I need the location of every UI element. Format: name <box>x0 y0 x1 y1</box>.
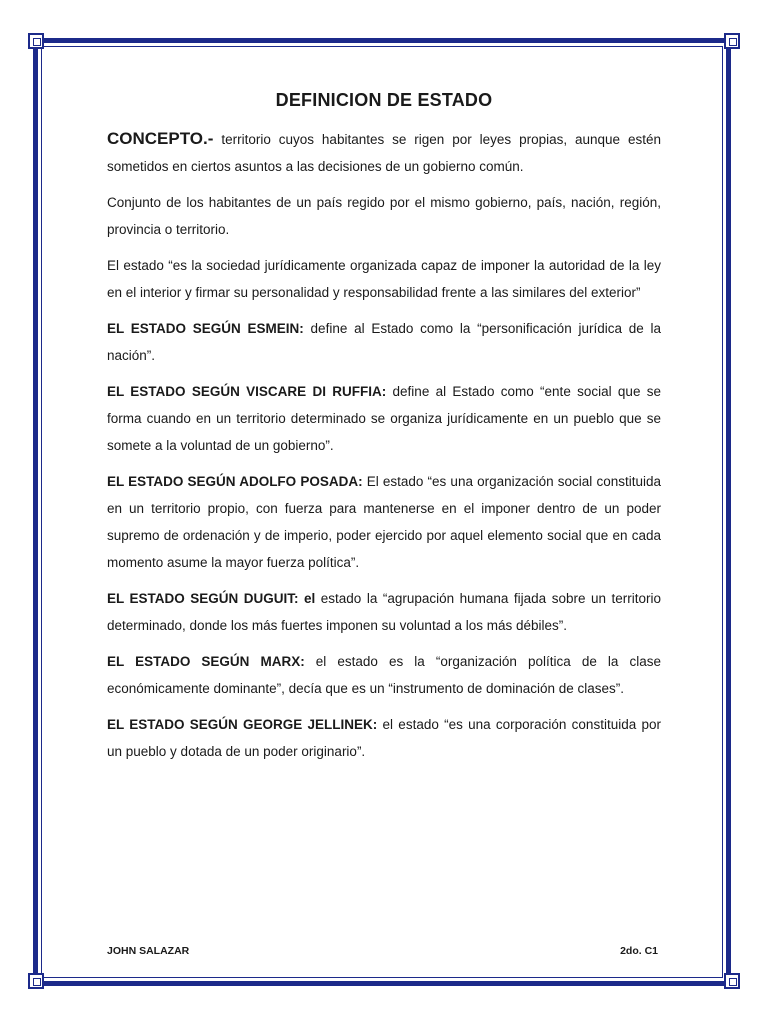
paragraph-text: el estado es la “organización política de la clase económicamente dominante”, decía que es un “instrumento de dominación de clases”. <box>107 654 661 696</box>
document-title: DEFINICION DE ESTADO <box>275 90 493 110</box>
paragraph-estado-definicion <box>107 252 661 306</box>
paragraph-jellinek <box>107 711 661 765</box>
document-body <box>107 90 661 774</box>
paragraph-concepto <box>107 125 661 180</box>
paragraph-esmein <box>107 315 661 369</box>
paragraph-text: estado la “agrupación humana fijada sobre un territorio determinado, donde los más fuertes imponen su voluntad a los más débiles”. <box>107 591 661 633</box>
paragraph-conjunto <box>107 189 661 243</box>
paragraph-marx <box>107 648 661 702</box>
paragraph-lead: EL ESTADO SEGÚN MARX: <box>107 654 305 669</box>
border-corner-ornament <box>724 33 740 49</box>
paragraph-text: define al Estado como “ente social que se forma cuando en un territorio determinado se organiza jurídicamente en un pueblo que se somete a la voluntad de un gobierno”. <box>107 384 661 453</box>
paragraph-text: define al Estado como la “personificación jurídica de la nación”. <box>107 321 662 363</box>
border-corner-ornament <box>28 973 44 989</box>
border-corner-ornament <box>28 33 44 49</box>
paragraph-lead: EL ESTADO SEGÚN DUGUIT: el <box>107 591 316 606</box>
paragraph-text: El estado “es la sociedad jurídicamente organizada capaz de imponer la autoridad de la ley en el interior y firmar su personalidad y responsabilidad frente a las similares del exterior” <box>107 258 661 300</box>
paragraph-lead: EL ESTADO SEGÚN VISCARE DI RUFFIA: <box>107 384 387 399</box>
paragraph-lead: CONCEPTO.- <box>107 129 214 148</box>
paragraph-text: Conjunto de los habitantes de un país regido por el mismo gobierno, país, nación, región, provincia o territorio. <box>107 195 661 237</box>
paragraph-lead: EL ESTADO SEGÚN ADOLFO POSADA: <box>107 474 363 489</box>
paragraph-text: El estado “es una organización social constituida en un territorio propio, con fuerza para mantenerse en el imponer dentro de un poder supremo de ordenación y de imperio, poder ejercido por aquel elemento social que en cada momento asume la mayor fuerza política”. <box>107 474 661 570</box>
paragraph-lead: EL ESTADO SEGÚN ESMEIN: <box>107 321 304 336</box>
border-corner-ornament <box>724 973 740 989</box>
footer-course: 2do. C1 <box>620 945 658 957</box>
paragraph-text: territorio cuyos habitantes se rigen por leyes propias, aunque estén sometidos en ciertos asuntos a las decisiones de un gobierno común. <box>107 132 661 174</box>
paragraph-duguit <box>107 585 661 639</box>
paragraph-posada <box>107 468 661 576</box>
paragraph-viscare <box>107 378 661 459</box>
paragraph-text: el estado “es una corporación constituida por un pueblo y dotada de un poder originario”. <box>107 717 661 759</box>
paragraph-lead: EL ESTADO SEGÚN GEORGE JELLINEK: <box>107 717 378 732</box>
footer-author: JOHN SALAZAR <box>107 945 190 957</box>
